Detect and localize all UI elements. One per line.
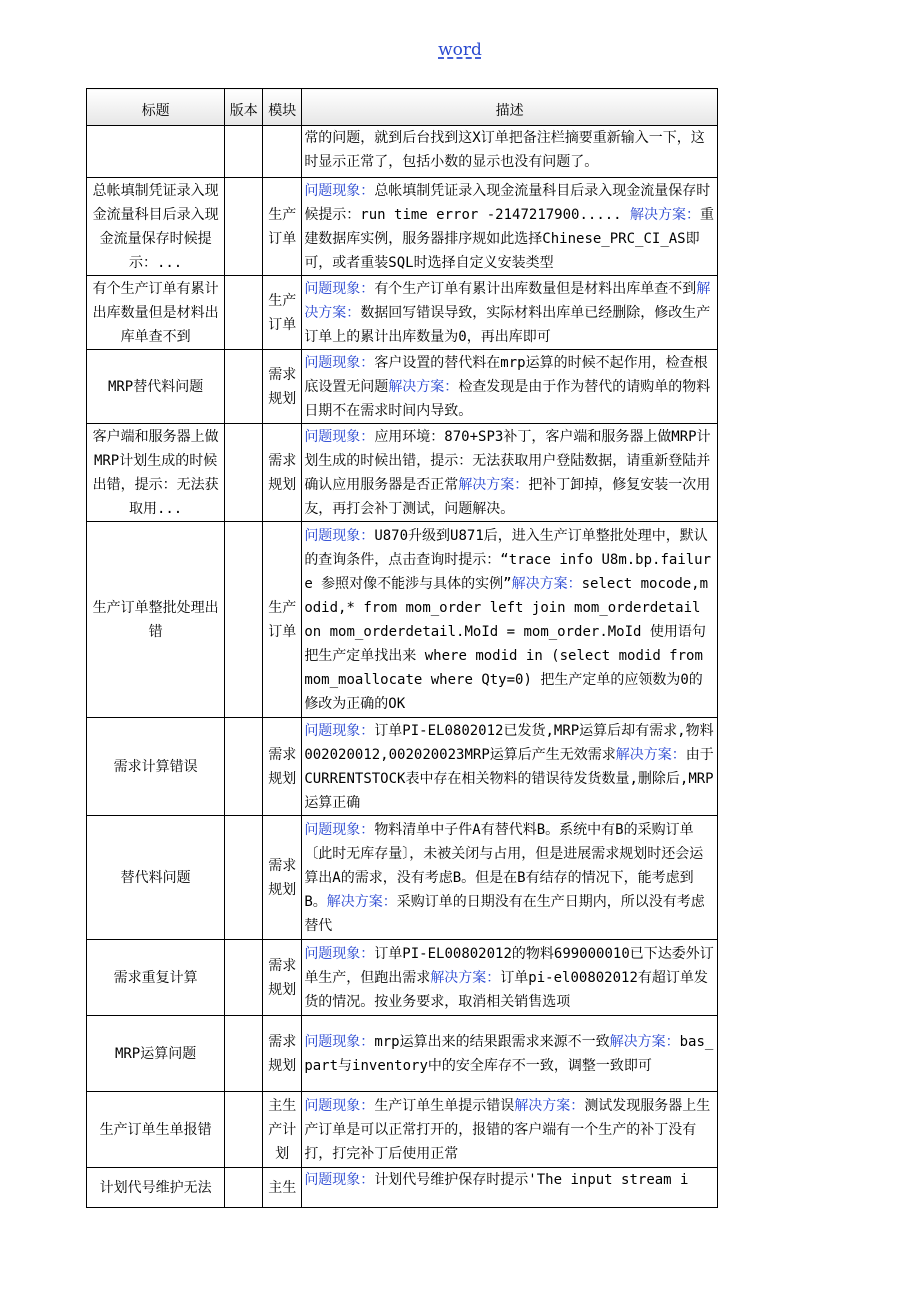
section-label: 问题现象： <box>304 1097 375 1114</box>
cell-description <box>302 1168 718 1208</box>
cell-title <box>87 126 225 178</box>
description-text: 把补丁卸掉，修复安装一次用友，再打会补丁测试，问题解决。 <box>304 476 711 517</box>
header-description: 描述 <box>302 89 718 126</box>
cell-module: 生产订单 <box>263 522 302 718</box>
description-text: 应用环境：870+SP3补丁，客户端和服务器上做MRP计划生成的时候出错，提示：无法获取用户登陆数据，请重新登陆并确认应用服务器是否正常 <box>304 428 711 493</box>
description-text: 采购订单的日期没有在生产日期内，所以没有考虑替代 <box>304 893 705 934</box>
description-text: 重建数据库实例，服务器排序规如此选择Chinese_PRC_CI_AS即可，或者重装SQL时选择自定义安装类型 <box>304 206 715 271</box>
cell-version <box>225 276 263 350</box>
section-label: 问题现象： <box>304 1033 375 1050</box>
description-text: 常的问题，就到后台找到这X订单把备注栏摘要重新输入一下，这时显示正常了，包括小数的显示也没有问题了。 <box>304 130 705 170</box>
cell-title: MRP运算问题 <box>87 1016 225 1092</box>
cell-version <box>225 1092 263 1168</box>
cell-description <box>302 940 718 1016</box>
section-label: 问题现象： <box>304 280 375 297</box>
table-row <box>87 424 718 522</box>
section-label: 问题现象： <box>304 354 375 371</box>
cell-title: 需求计算错误 <box>87 718 225 816</box>
section-label: 问题现象： <box>304 945 375 962</box>
section-label: 问题现象： <box>304 182 375 199</box>
cell-version <box>225 940 263 1016</box>
table-row <box>87 350 718 424</box>
cell-module: 主生产计划 <box>263 1092 302 1168</box>
section-label: 解决方案： <box>388 378 459 395</box>
cell-module: 生产订单 <box>263 178 302 276</box>
table-row <box>87 522 718 718</box>
cell-version <box>225 350 263 424</box>
cell-version <box>225 1016 263 1092</box>
cell-version <box>225 424 263 522</box>
cell-title: 总帐填制凭证录入现金流量科目后录入现金流量保存时候提示：... <box>87 178 225 276</box>
section-label: 解决方案： <box>615 746 686 763</box>
cell-description <box>302 126 718 178</box>
description-text: select mocode,modid,* from mom_order left join mom_orderdetail on mom_orderdetail.MoId = mom_order.MoId 使用语句把生产定单找出来 where modid in (select modid from mom_moallocate where Qty=0) 把生产定单的应领数为0的修改为正确的OK <box>304 575 709 712</box>
description-text: bas_part与inventory中的安全库存不一致，调整一致即可 <box>304 1033 714 1074</box>
cell-description <box>302 424 718 522</box>
cell-title: 生产订单整批处理出错 <box>87 522 225 718</box>
cell-version <box>225 178 263 276</box>
cell-description <box>302 178 718 276</box>
section-label: 问题现象： <box>304 722 375 739</box>
table-row <box>87 1016 718 1092</box>
description-text: 订单pi-el00802012有超订单发货的情况。按业务要求，取消相关销售选项 <box>304 969 708 1010</box>
table-row <box>87 178 718 276</box>
description-text: U870升级到U871后，进入生产订单整批处理中，默认的查询条件，点击查询时提示：“trace info U8m.bp.failure 参照对像不能涉与具体的实例” <box>304 527 712 592</box>
section-label: 解决方案： <box>326 893 397 910</box>
description-text: 检查发现是由于作为替代的请购单的物料日期不在需求时间内导致。 <box>304 378 711 419</box>
table-row <box>87 816 718 940</box>
section-label: 解决方案： <box>304 280 711 321</box>
section-label: 解决方案： <box>511 575 582 592</box>
cell-description <box>302 1016 718 1092</box>
cell-version <box>225 816 263 940</box>
table-row <box>87 276 718 350</box>
cell-module: 生产订单 <box>263 276 302 350</box>
cell-title: 有个生产订单有累计出库数量但是材料出库单查不到 <box>87 276 225 350</box>
cell-title: 生产订单生单报错 <box>87 1092 225 1168</box>
cell-description <box>302 816 718 940</box>
cell-description <box>302 276 718 350</box>
cell-title: 客户端和服务器上做MRP计划生成的时候出错，提示：无法获取用... <box>87 424 225 522</box>
description-text: 物料清单中子件A有替代料B。系统中有B的采购订单〔此时无库存量〕，未被关闭与占用，但是进展需求规划时还会运算出A的需求，没有考虑B。但是在B有结存的情况下，能考虑到B。 <box>304 821 704 910</box>
section-label: 问题现象： <box>304 428 375 445</box>
cell-module: 需求规划 <box>263 424 302 522</box>
cell-title: 替代料问题 <box>87 816 225 940</box>
description-text: 由于CURRENTSTOCK表中存在相关物料的错误待发货数量,删除后,MRP运算正确 <box>304 746 714 811</box>
section-label: 问题现象： <box>304 1172 375 1188</box>
section-label: 解决方案： <box>514 1097 585 1114</box>
cell-title: MRP替代料问题 <box>87 350 225 424</box>
header-word-link[interactable]: word <box>438 40 482 60</box>
cell-version <box>225 1168 263 1208</box>
cell-module: 需求规划 <box>263 1016 302 1092</box>
description-text: 订单PI-EL00802012的物料699000010已下达委外订单生产，但跑出需求 <box>304 945 714 986</box>
section-label: 问题现象： <box>304 527 375 544</box>
description-text: 生产订单生单提示错误 <box>374 1097 515 1114</box>
cell-version <box>225 718 263 816</box>
description-text: 有个生产订单有累计出库数量但是材料出库单查不到 <box>374 280 697 297</box>
cell-description <box>302 522 718 718</box>
description-text: mrp运算出来的结果跟需求来源不一致 <box>374 1033 610 1050</box>
cell-module: 需求规划 <box>263 350 302 424</box>
description-text: 测试发现服务器上生产订单是可以正常打开的，报错的客户端有一个生产的补丁没有打，打完补丁后使用正常 <box>304 1097 711 1162</box>
section-label: 问题现象： <box>304 821 375 838</box>
cell-module: 主生 <box>263 1168 302 1208</box>
section-label: 解决方案： <box>630 206 701 223</box>
cell-description <box>302 1092 718 1168</box>
section-label: 解决方案： <box>430 969 501 986</box>
table-row <box>87 940 718 1016</box>
cell-module <box>263 126 302 178</box>
description-text: 计划代号维护保存时提示'The input stream i <box>374 1172 689 1188</box>
cell-module: 需求规划 <box>263 718 302 816</box>
cell-version <box>225 522 263 718</box>
cell-version <box>225 126 263 178</box>
description-text: 客户设置的替代料在mrp运算的时候不起作用，检查根底设置无问题 <box>304 354 708 395</box>
header-version: 版本 <box>225 89 263 126</box>
description-text: 总帐填制凭证录入现金流量科目后录入现金流量保存时候提示：run time error -2147217900..... <box>304 182 711 223</box>
header-module: 模块 <box>263 89 302 126</box>
table-row <box>87 718 718 816</box>
header-title: 标题 <box>87 89 225 126</box>
issue-table <box>86 88 718 1208</box>
table-header-row <box>87 89 718 126</box>
section-label: 解决方案： <box>609 1033 680 1050</box>
description-text: 订单PI-EL0802012已发货,MRP运算后却有需求,物料002020012,002020023MRP运算后产生无效需求 <box>304 722 714 763</box>
description-text: 数据回写错误导致，实际材料出库单已经删除，修改生产订单上的累计出库数量为0，再出库即可 <box>304 304 711 345</box>
section-label: 解决方案： <box>458 476 529 493</box>
cell-description <box>302 718 718 816</box>
cell-title: 计划代号维护无法 <box>87 1168 225 1208</box>
table-row <box>87 1168 718 1208</box>
table-row <box>87 1092 718 1168</box>
cell-title: 需求重复计算 <box>87 940 225 1016</box>
cell-module: 需求规划 <box>263 940 302 1016</box>
table-row <box>87 126 718 178</box>
cell-module: 需求规划 <box>263 816 302 940</box>
cell-description <box>302 350 718 424</box>
